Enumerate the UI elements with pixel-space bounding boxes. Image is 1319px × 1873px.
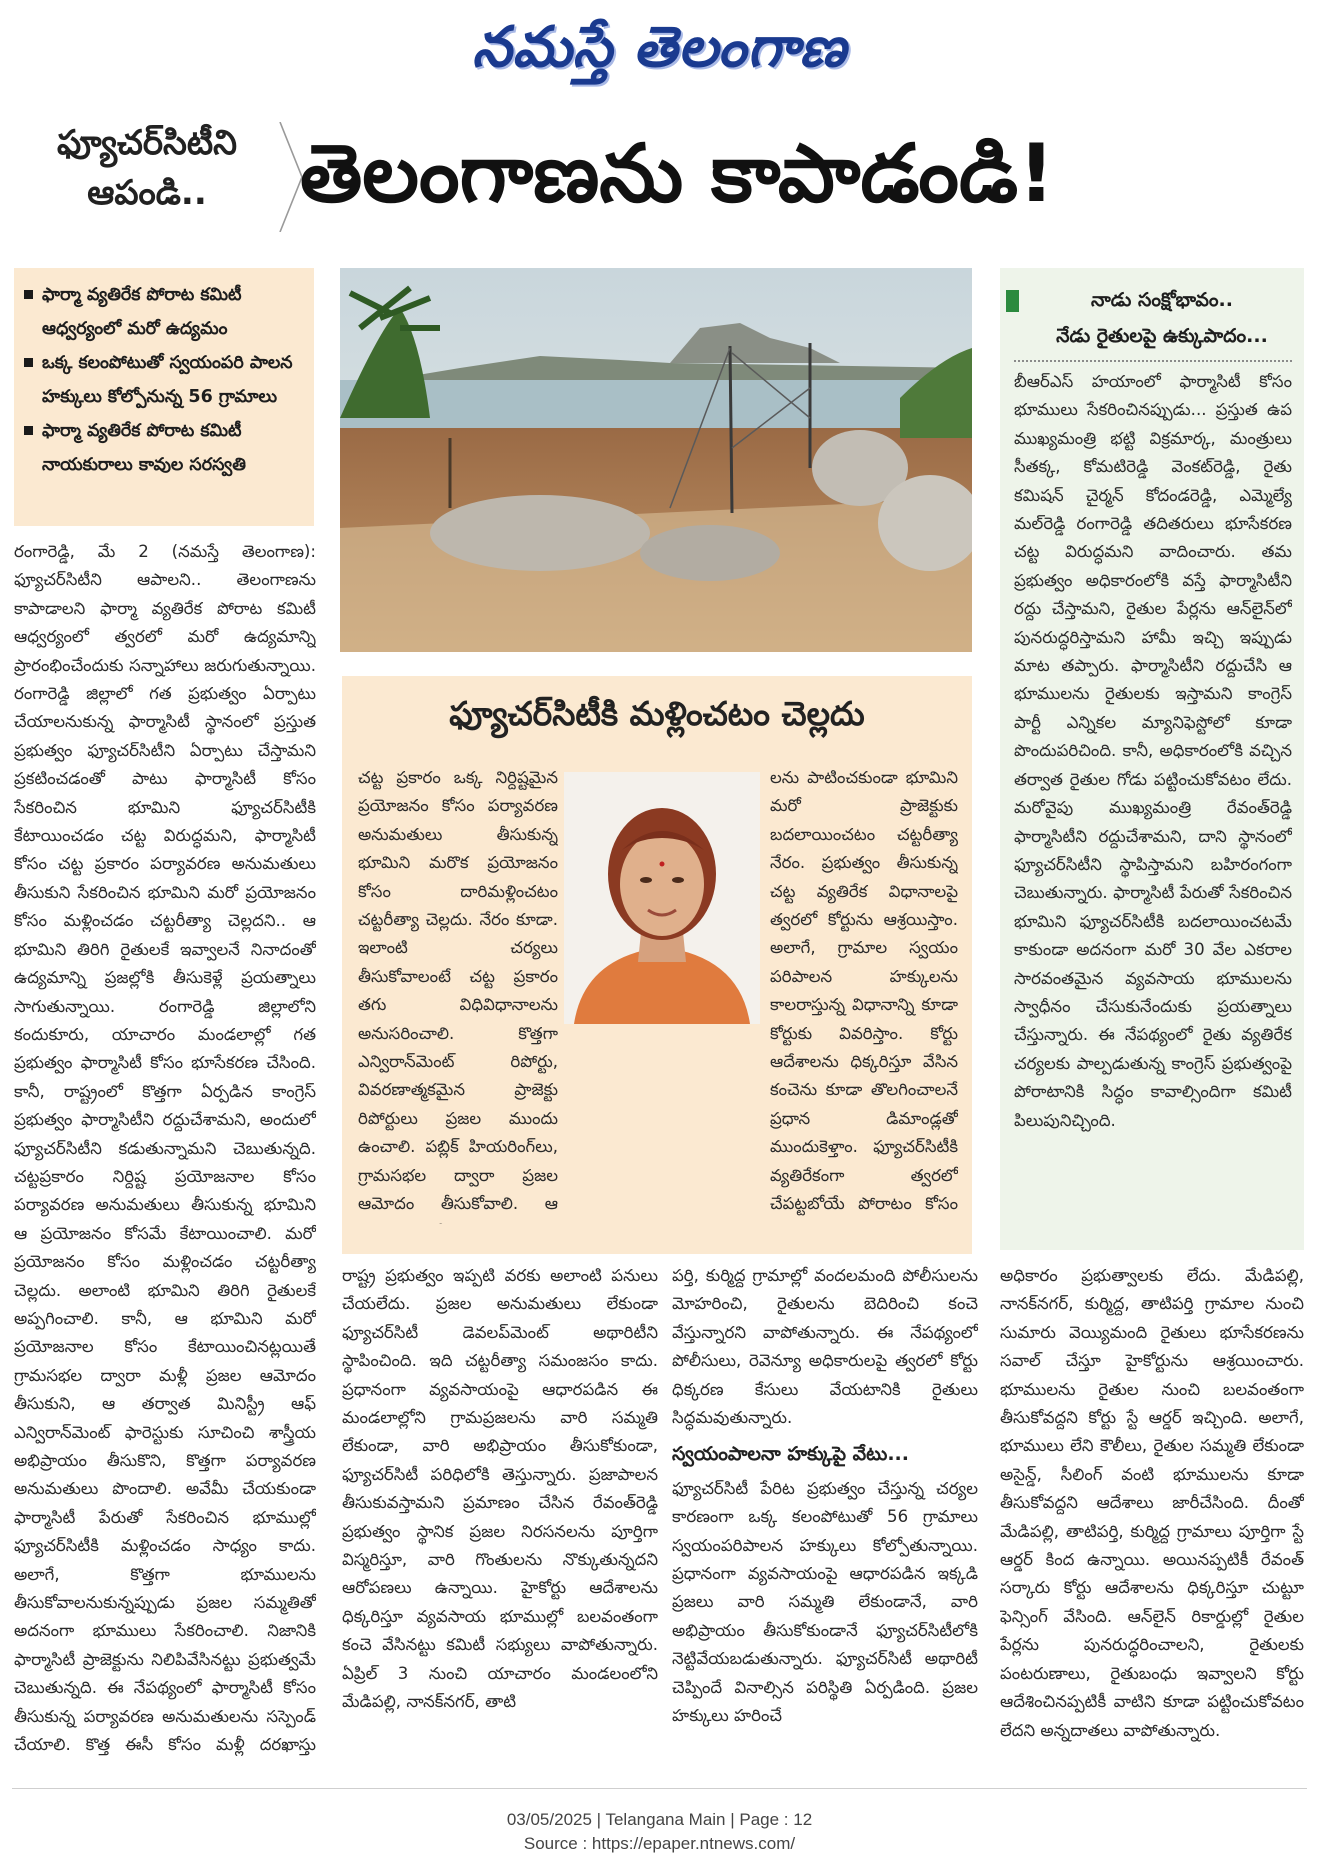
opinion-column-1 bbox=[358, 764, 558, 1224]
article-text: అధికారం ప్రభుత్వాలకు లేదు. మేడిపల్లి, నానక్‌నగర్, కుర్మిద్ద, తాటిపర్తి గ్రామాల నుంచి సుమారు వెయ్యిమంది రైతులు భూసేకరణను సవాల్ చేస్తూ హైకోర్టును ఆశ్రయించారు. భూములను రైతుల నుంచి బలవంతంగా తీసుకోవద్దని కోర్టు స్టే ఆర్డర్ ఇచ్చింది. అలాగే, భూములు లేని కౌలీలు, రైతుల సమ్మతి లేకుండా అసైన్డ్, సీలింగ్ వంటి భూములను కూడా తీసుకోవద్దని ఆదేశాలు జారీచేసింది. దీంతో మేడిపల్లి, తాటిపర్తి, కుర్మిద్ద గ్రామాలు పూర్తిగా స్టే ఆర్డర్ కింద ఉన్నాయి. అయినప్పటికీ రేవంత్ సర్కారు కోర్టు ఆదేశాలను ధిక్కరిస్తూ చుట్టూ ఫెన్సింగ్ వేసింది. ఆన్‌లైన్ రికార్డుల్లో రైతుల పేర్లను పునరుద్ధరించాలని, రైతులకు పంటరుణాలు, రైతుబంధు ఇవ్వాలని కోర్టు ఆదేశించినప్పటికీ వాటిని కూడా పట్టించుకోవటం లేదని అన్నదాతలు వాపోతున్నారు. bbox=[1000, 1266, 1304, 1740]
opinion-text: లను పాటించకుండా భూమిని మరో ప్రాజెక్టుకు బదలాయించటం చట్టరీత్యా నేరం. ప్రభుత్వం తీసుకున్న చట్ట వ్యతిరేక విధానాలపై త్వరలో కోర్టును ఆశ్రయిస్తాం. అలాగే, గ్రామాల స్వయం పరిపాలన హక్కులను కాలరాస్తున్న విధానాన్ని కూడా కోర్టుకు వివరిస్తాం. కోర్టు ఆదేశాలను ధిక్కరిస్తూ వేసిన కంచెను కూడా తొలగించాలనే ప్రధాన డిమాండ్లతో ముందుకెళ్తాం. ఫ్యూచర్‌సిటీకి వ్యతిరేకంగా త్వరలో చేపట్టబోయే పోరాటం కోసం bbox=[770, 768, 958, 1214]
highlights-box bbox=[14, 268, 314, 526]
sidebar-title-line-2: నేడు రైతులపై ఉక్కుపాదం... bbox=[1056, 325, 1268, 347]
newspaper-logo: నమస్తే తెలంగాణ bbox=[472, 14, 847, 80]
opinion-text: చట్ట ప్రకారం ఒక్క నిర్దిష్టమైన ప్రయోజనం కోసం పర్యావరణ అనుమతులు తీసుకున్న భూమిని మరొక ప్రయోజనం కోసం దారిమళ్లించటం చట్టరీత్యా చెల్లదు. నేరం కూడా. ఇలాంటి చర్యలు తీసుకోవాలంటే చట్ట ప్రకారం తగు విధివిధానాలను అనుసరించాలి. కొత్తగా ఎన్విరాన్‌మెంట్ రిపోర్టు, వివరణాత్మకమైన ప్రాజెక్టు రిపోర్టులు ప్రజల ముందు ఉంచాలి. పబ్లిక్ హియరింగ్‌లు, గ్రామసభల ద్వారా ప్రజల ఆమోదం తీసుకోవాలి. ఆ bbox=[358, 768, 558, 1214]
kicker-line-1: ఫ్యూచర్‌సిటీని bbox=[56, 123, 238, 163]
author-portrait bbox=[564, 772, 760, 1024]
article-text: రాష్ట్ర ప్రభుత్వం ఇప్పటి వరకు అలాంటి పనులు చేయలేదు. ప్రజల అనుమతులు లేకుండా ఫ్యూచర్‌సిటీ డెవలప్‌మెంట్ అథారిటీని స్థాపించింది. ఇది చట్టరీత్యా సమంజసం కాదు. ప్రధానంగా వ్యవసాయంపై ఆధారపడిన ఈ మండలాల్లోని గ్రామప్రజలను వారి సమ్మతి లేకుండా, వారి అభిప్రాయం తీసుకోకుండా, ఫ్యూచర్‌సిటీ పరిధిలోకి తెస్తున్నారు. ప్రజాపాలన తీసుకువస్తామని ప్రమాణం చేసిన రేవంత్‌రెడ్డి ప్రభుత్వం స్థానిక ప్రజల నిరసనలను పూర్తిగా విస్మరిస్తూ, వారి గొంతులను నొక్కుతున్నదని ఆరోపణలు ఉన్నాయి. హైకోర్టు ఆదేశాలను ధిక్కరిస్తూ వ్యవసాయ భూముల్లో బలవంతంగా కంచె వేసినట్టు కమిటీ సభ్యులు వాపోతున్నారు. ఏప్రిల్ 3 నుంచి యాచారం మండలంలోని మేడిపల్లి, నానక్‌నగర్, తాటి bbox=[342, 1266, 658, 1712]
article-column-bottom-3 bbox=[1000, 1262, 1304, 1762]
dotted-divider bbox=[1014, 360, 1292, 362]
article-text: రంగారెడ్డి, మే 2 (నమస్తే తెలంగాణ): ఫ్యూచర్‌సిటీని ఆపాలని.. తెలంగాణను కాపాడాలని ఫార్మా వ్యతిరేక పోరాట కమిటీ ఆధ్వర్యంలో త్వరలో మరో ఉద్యమాన్ని ప్రారంభించేందుకు సన్నాహాలు జరుగుతున్నాయి. రంగారెడ్డి జిల్లాలో గత ప్రభుత్వం ఏర్పాటు చేయాలనుకున్న ఫార్మాసిటీ స్థానంలో ప్రస్తుత ప్రభుత్వం ఫ్యూచర్‌సిటీని ఏర్పాటు చేస్తామని ప్రకటించడంతో పాటు ఫార్మాసిటీ కోసం సేకరించిన భూమిని ఫ్యూచర్‌సిటీకి కేటాయించడం చట్ట విరుద్ధమని, ఫార్మాసిటీ కోసం చట్ట ప్రకారం పర్యావరణ అనుమతులు తీసుకుని సేకరించిన భూమిని మరో ప్రయోజనం కోసం మళ్లించడం చట్టరీత్యా చెల్లదని.. ఆ భూమిని తిరిగి రైతులకే ఇవ్వాలనే నినాదంతో ఉద్యమాన్ని ప్రజల్లోకి తీసుకెళ్లే ప్రయత్నాలు సాగుతున్నాయి. రంగారెడ్డి జిల్లాలోని కందుకూరు, యాచారం మండలాల్లో గత ప్రభుత్వం ఫార్మాసిటీ కోసం భూసేకరణ చేసింది. కానీ, రాష్ట్రంలో కొత్తగా ఏర్పడిన కాంగ్రెస్ ప్రభుత్వం ఫార్మాసిటీని రద్దుచేశామని, అందులో ఫ్యూచర్‌సిటీని కడుతున్నామని చెబుతున్నది. చట్టప్రకారం నిర్దిష్ట ప్రయోజనాల కోసం పర్యావరణ అనుమతులు తీసుకున్న భూమిని ఆ ప్రయోజనం కోసమే కేటాయించాలి. మరో ప్రయోజనం కోసం మళ్లించడం చట్టరీత్యా చెల్లదు. అలాంటి భూమిని తిరిగి రైతులకే అప్పగించాలి. కానీ, ఆ భూమిని మరో ప్రయోజనాల కోసం కేటాయించినట్లయితే గ్రామసభల ద్వారా మళ్లీ ప్రజల ఆమోదం తీసుకుని, ఆ తర్వాత మినిస్ట్రీ ఆఫ్ ఎన్విరాన్‌మెంట్ ఫారెస్టుకు సూచించి శాస్త్రీయ అభిప్రాయం తీసుకొని, కొత్తగా పర్యావరణ అనుమతులు పొందాలి. అవేమీ చేయకుండా ఫార్మాసిటీ పేరుతో సేకరించిన భూముల్లో ఫ్యూచర్‌సిటీకి మళ్లించడం సాధ్యం కాదు. అలాగే, కొత్తగా భూములను తీసుకోవాలనుకున్నప్పుడు ప్రజల సమ్మతితో అదనంగా భూములు సేకరించాలి. నిజానికి ఫార్మాసిటీ ప్రాజెక్టును నిలిపివేసినట్టు ప్రభుత్వమే చెబుతున్నది. ఈ నేపథ్యంలో ఫార్మాసిటీ కోసం తీసుకున్న పర్యావరణ అనుమతులను సస్పెండ్ చేయాలి. కొత్త ఈసీ కోసం మళ్లీ దరఖాస్తు bbox=[14, 542, 316, 1755]
masthead bbox=[0, 0, 1319, 98]
sidebar-column bbox=[1014, 368, 1292, 1238]
highlight-item bbox=[14, 414, 314, 482]
article-column-bottom-1 bbox=[342, 1262, 658, 1762]
article-column-bottom-2 bbox=[672, 1262, 978, 1762]
bullet-icon bbox=[24, 358, 33, 367]
sidebar-title-line-1: నాడు సంక్షోభావం.. bbox=[1091, 289, 1233, 311]
section-marker-icon bbox=[1006, 290, 1019, 312]
sidebar-box bbox=[1000, 268, 1304, 1250]
opinion-box bbox=[342, 676, 972, 1254]
sidebar-text: బీఆర్‌ఎస్ హయాంలో ఫార్మాసిటీ కోసం భూములు సేకరించినప్పుడు... ప్రస్తుత ఉప ముఖ్యమంత్రి భట్టి విక్రమార్క, మంత్రులు సీతక్క, కోమటిరెడ్డి వెంకట్‌రెడ్డి, రైతు కమిషన్ చైర్మన్ కోదండరెడ్డి, ఎమ్మెల్యే మల్‌రెడ్డి రంగారెడ్డి తదితరులు భూసేకరణ చట్ట విరుద్ధమని వాదించారు. తమ ప్రభుత్వం అధికారంలోకి వస్తే ఫార్మాసిటీని రద్దు చేస్తామని, రైతుల పేర్లను ఆన్‌లైన్‌లో పునరుద్ధరిస్తామని హామీ ఇచ్చి ఇప్పుడు మాట తప్పారు. ఫార్మాసిటీని రద్దుచేసి ఆ భూములను రైతులకు ఇస్తామని కాంగ్రెస్ పార్టీ ఎన్నికల మ్యానిఫెస్టోలో కూడా పొందుపరిచింది. కానీ, అధికారంలోకి వచ్చిన తర్వాత రైతుల గోడు పట్టించుకోవటం లేదు. మరోవైపు ముఖ్యమంత్రి రేవంత్‌రెడ్డి ఫార్మాసిటీని రద్దుచేశామని, దాని స్థానంలో ఫ్యూచర్‌సిటీని స్థాపిస్తామని బహిరంగంగా చెబుతున్నారు. ఫార్మాసిటీ పేరుతో సేకరించిన భూమిని ఫ్యూచర్‌సిటీకి బదలాయించటమే కాకుండా అదనంగా మరో 30 వేల ఎకరాల సారవంతమైన వ్యవసాయ భూములను స్వాధీనం చేసుకునేందుకు ప్రయత్నాలు చేస్తున్నారు. ఈ నేపథ్యంలో రైతు వ్యతిరేక చర్యలకు పాల్పడుతున్న కాంగ్రెస్ ప్రభుత్వంపై పోరాటానికి సిద్ధం కావాల్సిందిగా కమిటీ పిలుపునిచ్చింది. bbox=[1014, 372, 1292, 1130]
highlight-text: ఫార్మా వ్యతిరేక పోరాట కమిటీ ఆధ్వర్యంలో మరో ఉద్యమం bbox=[42, 285, 242, 339]
lake-fence-photo-icon bbox=[340, 268, 972, 652]
highlight-item bbox=[14, 278, 314, 346]
kicker-line-2: ఆపండి.. bbox=[87, 173, 207, 213]
article-subheading: స్వయంపాలనా హక్కుపై వేటు... bbox=[672, 1443, 909, 1466]
article-column-left bbox=[14, 538, 316, 1756]
sidebar-title bbox=[1024, 282, 1300, 354]
footer-divider bbox=[12, 1788, 1307, 1789]
news-photo bbox=[340, 268, 972, 652]
footer-date-page: 03/05/2025 | Telangana Main | Page : 12 bbox=[506, 1810, 813, 1829]
highlight-item bbox=[14, 346, 314, 414]
opinion-column-2 bbox=[770, 764, 958, 1224]
highlight-text: ఒక్క కలంపోటుతో స్వయంపరి పాలన హక్కులు కోల్పోనున్న 56 గ్రామాలు bbox=[42, 353, 293, 407]
opinion-box-title: ఫ్యూచర్‌సిటీకి మళ్లించటం చెల్లదు bbox=[449, 694, 865, 733]
portrait-woman-icon bbox=[564, 772, 760, 1024]
footer-source: Source : https://epaper.ntnews.com/ bbox=[523, 1834, 796, 1853]
highlight-text: ఫార్మా వ్యతిరేక పోరాట కమిటీ నాయకురాలు కావుల సరస్వతి bbox=[42, 421, 246, 475]
page-footer bbox=[0, 1808, 1319, 1856]
article-text: పర్తి, కుర్మిద్ద గ్రామాల్లో వందలమంది పోలీసులను మోహరించి, రైతులను బెదిరించి కంచె వేస్తున్నారని వాపోతున్నారు. ఈ నేపథ్యంలో పోలీసులు, రెవెన్యూ అధికారులపై త్వరలో కోర్టు ధిక్కరణ కేసులు వేయటానికి రైతులు సిద్ధమవుతున్నారు. bbox=[672, 1266, 978, 1428]
article-text: ఫ్యూచర్‌సిటీ పేరిట ప్రభుత్వం చేస్తున్న చర్యల కారణంగా ఒక్క కలంపోటుతో 56 గ్రామాలు స్వయంపరిపాలన హక్కులు కోల్పోతున్నాయి. ప్రధానంగా వ్యవసాయంపై ఆధారపడిన ఇక్కడి ప్రజలు వారి సమ్మతి లేకుండానే, వారి అభిప్రాయం తీసుకోకుండానే ఫ్యూచర్‌సిటీలోకి నెట్టివేయబడుతున్నారు. ఫ్యూచర్‌సిటీ అథారిటీ చెప్పిందే వినాల్సిన పరిస్థితి ఏర్పడింది. ప్రజల హక్కులు హరించే bbox=[672, 1478, 978, 1726]
kicker bbox=[22, 118, 272, 236]
bullet-icon bbox=[24, 426, 33, 435]
bullet-icon bbox=[24, 290, 33, 299]
headline: తెలంగాణను కాపాడండి! bbox=[300, 127, 1055, 220]
